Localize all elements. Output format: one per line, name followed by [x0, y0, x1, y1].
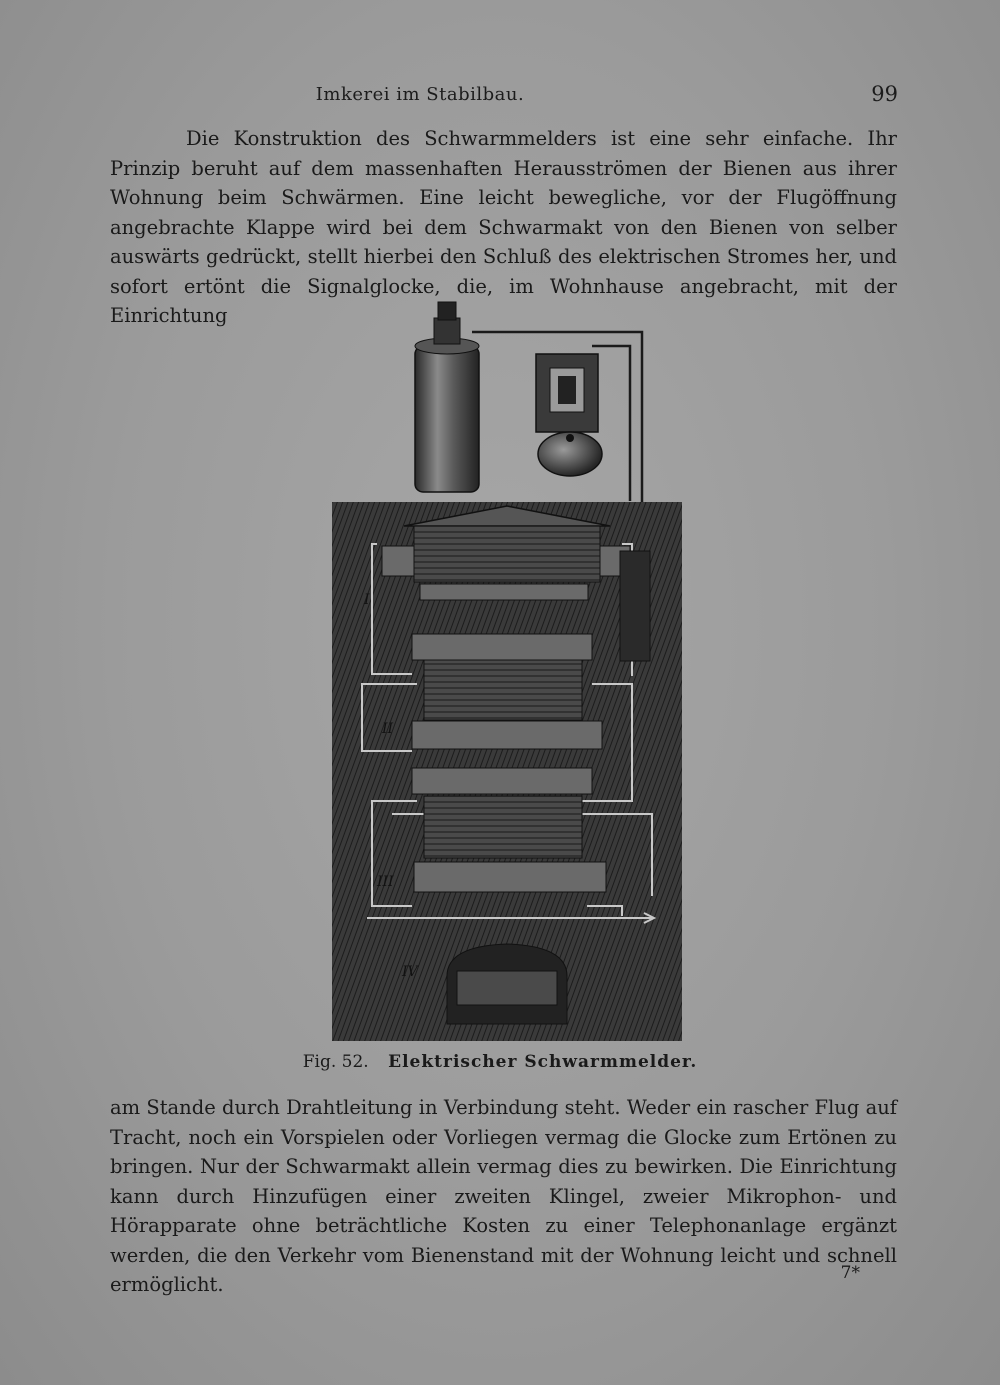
paragraph-bottom: am Stande durch Drahtleitung in Verbindung steht. Weder ein rascher Flug auf Tracht, noch ein Vorspielen oder Vorliegen vermag die Glocke zum Ertönen zu bringen. Nur der Schwarmakt allein vermag dies zu bewirken. Die Einrichtung kann durch Hinzufügen einer zweiten Klingel, zweier Mikrophon- und Hörapparate ohne beträchtliche Kosten zu einer Telephonanlage ergänzt werden, die den Verkehr vom Bienenstand mit der Wohnung leicht und schnell ermöglicht. — [110, 1096, 897, 1296]
paragraph-top: Die Konstruktion des Schwarmmelders ist eine sehr einfache. Ihr Prinzip beruht auf dem massenhaften Herausströmen der Bienen aus ihrer Wohnung beim Schwärmen. Eine leicht bewegliche, vor der Flugöffnung angebrachte Klappe wird bei dem Schwarmakt von den Bienen von selber auswärts gedrückt, stellt hierbei den Schluß des elektrischen Stromes her, und sofort ertönt die Signalglocke, die, im Wohnhause angebracht, mit der Einrichtung — [110, 127, 897, 327]
figure-label: Fig. 52. — [302, 1052, 369, 1072]
swarm-alarm-illustration — [332, 296, 682, 1041]
hive-label-i: I — [364, 592, 370, 608]
figure-caption — [250, 1052, 750, 1072]
figure-swarm-alarm — [332, 296, 682, 1041]
hive-four — [447, 944, 567, 1024]
signature-mark: 7* — [840, 1263, 860, 1283]
running-head — [110, 82, 900, 110]
figure-title: Elektrischer Schwarmmelder. — [388, 1052, 698, 1072]
hive-two — [412, 634, 602, 749]
page-number: 99 — [871, 82, 898, 106]
hive-label-iv: IV — [402, 964, 418, 980]
signal-bell — [536, 354, 602, 476]
hive-label-ii: II — [382, 721, 394, 737]
hive-three — [412, 768, 606, 892]
battery-jar — [415, 302, 479, 492]
running-title: Imkerei im Stabilbau. — [315, 84, 525, 105]
hive-label-iii: III — [377, 874, 394, 890]
